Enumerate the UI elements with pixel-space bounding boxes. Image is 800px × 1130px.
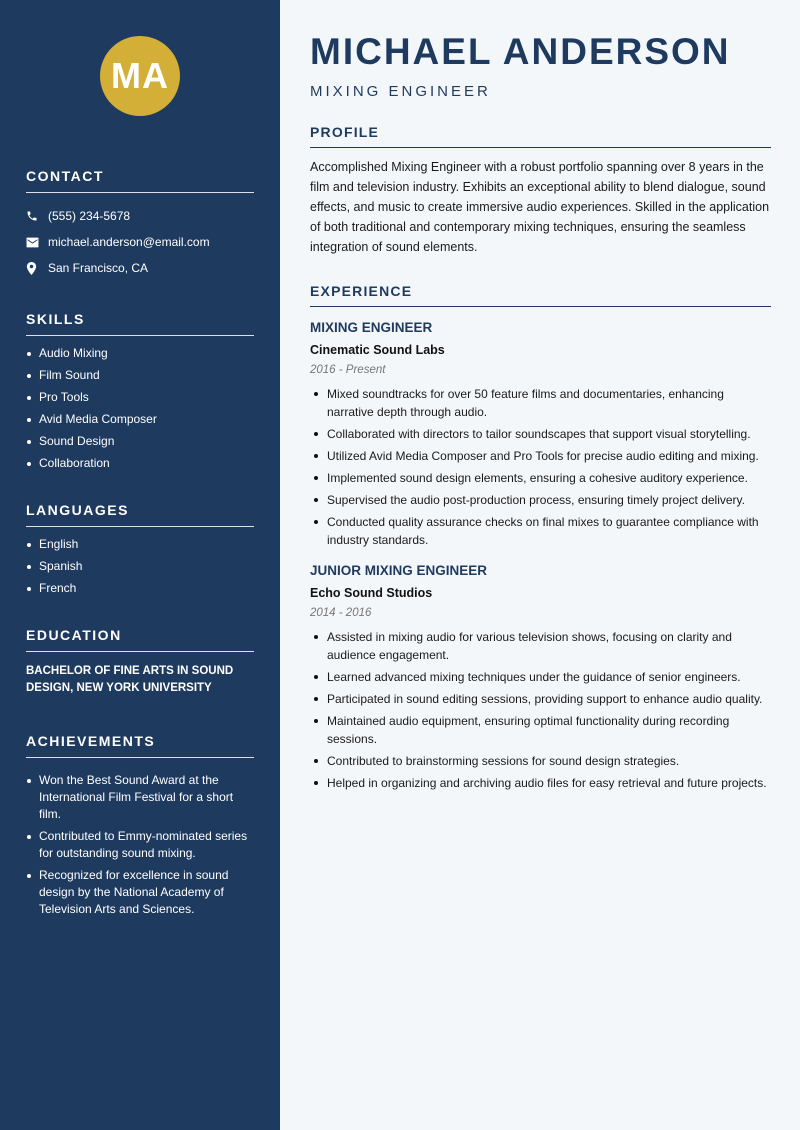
company-name: Echo Sound Studios — [310, 586, 433, 600]
education-heading: EDUCATION — [26, 627, 254, 652]
job-title-header: MIXING ENGINEER — [310, 83, 491, 100]
list-item: Collaboration — [26, 455, 254, 472]
contact-heading: CONTACT — [26, 168, 254, 193]
list-item: Supervised the audio post-production process, ensuring timely project delivery. — [310, 491, 771, 509]
contact-email — [26, 229, 254, 255]
list-item: English — [26, 536, 254, 553]
list-item: Participated in sound editing sessions, providing support to enhance audio quality. — [310, 690, 771, 708]
skills-section — [26, 311, 254, 472]
education-degree: BACHELOR OF FINE ARTS IN SOUND DESIGN, NEW YORK UNIVERSITY — [26, 665, 234, 694]
job-title: MIXING ENGINEER — [310, 320, 433, 335]
contact-section — [26, 168, 254, 281]
phone-icon — [26, 210, 48, 222]
list-item: Contributed to Emmy-nominated series for outstanding sound mixing. — [26, 828, 254, 862]
main-content — [310, 30, 771, 796]
list-item: Utilized Avid Media Composer and Pro Tools for precise audio editing and mixing. — [310, 447, 771, 465]
list-item: Won the Best Sound Award at the International Film Festival for a short film. — [26, 772, 254, 823]
company-name: Cinematic Sound Labs — [310, 343, 445, 357]
list-item: Pro Tools — [26, 389, 254, 406]
languages-heading: LANGUAGES — [26, 502, 254, 527]
achievements-heading: ACHIEVEMENTS — [26, 733, 254, 758]
list-item: Mixed soundtracks for over 50 feature films and documentaries, enhancing narrative depth through audio. — [310, 385, 771, 421]
achievements-list — [26, 772, 254, 918]
contact-location — [26, 255, 254, 281]
sidebar — [0, 0, 280, 1130]
list-item: Learned advanced mixing techniques under the guidance of senior engineers. — [310, 668, 771, 686]
email-icon — [26, 237, 48, 248]
list-item: Contributed to brainstorming sessions for sound design strategies. — [310, 752, 771, 770]
skills-list — [26, 345, 254, 472]
education-section — [26, 627, 254, 697]
job-entry — [310, 320, 771, 549]
profile-heading: PROFILE — [310, 124, 771, 148]
experience-heading: EXPERIENCE — [310, 283, 771, 307]
profile-text: Accomplished Mixing Engineer with a robust portfolio spanning over 8 years in the film and television industry. Exhibits an exceptional ability to blend dialogue, sound effects, and music to create immersive audio experiences. Skilled in the application of both traditional and contemporary mixing techniques, ensuring the seamless integration of sound elements. — [310, 160, 770, 254]
languages-section — [26, 502, 254, 597]
skills-heading: SKILLS — [26, 311, 254, 336]
list-item: French — [26, 580, 254, 597]
list-item: Implemented sound design elements, ensuring a cohesive auditory experience. — [310, 469, 771, 487]
job-dates: 2016 - Present — [310, 364, 386, 376]
location-text: San Francisco, CA — [48, 261, 149, 275]
phone-link[interactable]: (555) 234-5678 — [48, 209, 131, 223]
list-item: Conducted quality assurance checks on final mixes to guarantee compliance with industry standards. — [310, 513, 771, 549]
contact-list — [26, 203, 254, 281]
job-dates: 2014 - 2016 — [310, 607, 372, 619]
job-bullets — [310, 385, 771, 549]
list-item: Avid Media Composer — [26, 411, 254, 428]
list-item: Helped in organizing and archiving audio files for easy retrieval and future projects. — [310, 774, 771, 792]
languages-list — [26, 536, 254, 597]
experience-section — [310, 283, 771, 792]
profile-section — [310, 124, 771, 257]
list-item: Spanish — [26, 558, 254, 575]
list-item: Audio Mixing — [26, 345, 254, 362]
list-item: Maintained audio equipment, ensuring optimal functionality during recording sessions. — [310, 712, 771, 748]
candidate-name: MICHAEL ANDERSON — [310, 31, 731, 72]
avatar-initials: MA — [100, 36, 180, 116]
achievements-section — [26, 733, 254, 918]
list-item: Sound Design — [26, 433, 254, 450]
list-item: Film Sound — [26, 367, 254, 384]
list-item: Assisted in mixing audio for various television shows, focusing on clarity and audience engagement. — [310, 628, 771, 664]
contact-phone — [26, 203, 254, 229]
list-item: Collaborated with directors to tailor soundscapes that support visual storytelling. — [310, 425, 771, 443]
email-link[interactable]: michael.anderson@email.com — [48, 235, 210, 249]
job-bullets — [310, 628, 771, 792]
job-entry — [310, 563, 771, 792]
job-title: JUNIOR MIXING ENGINEER — [310, 563, 488, 578]
list-item: Recognized for excellence in sound design by the National Academy of Television Arts and Sciences. — [26, 867, 254, 918]
location-pin-icon — [26, 262, 48, 275]
